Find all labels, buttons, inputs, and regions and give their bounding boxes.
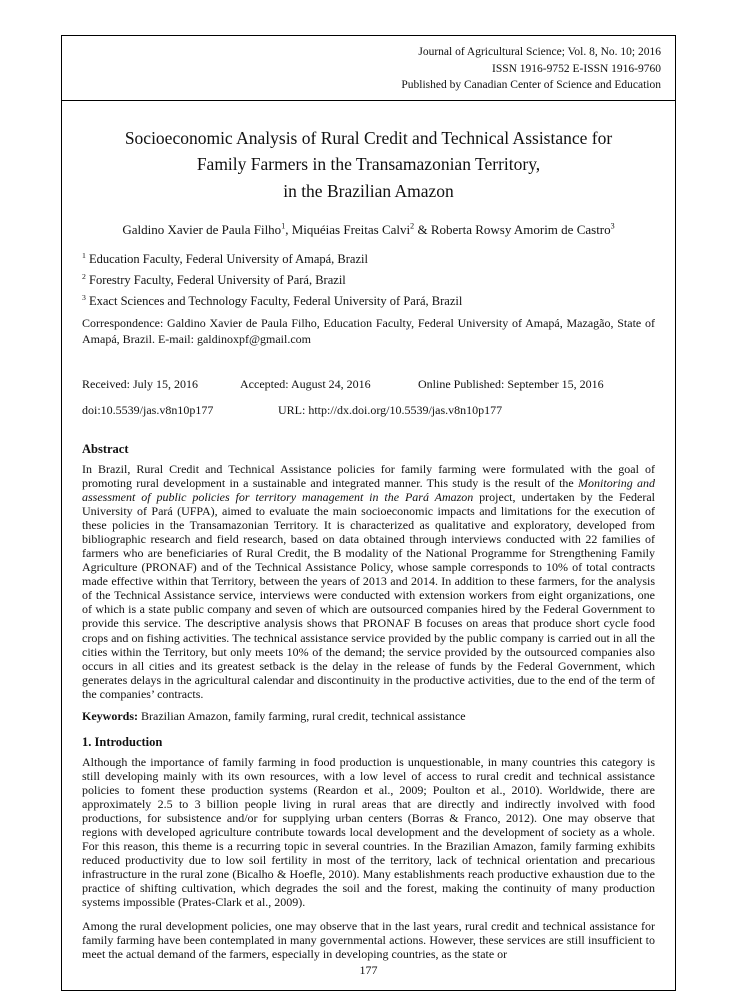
abstract-project-name: Monitoring and assessment of public policies for territory management in the Pará Amazon bbox=[82, 476, 655, 505]
issn-line: ISSN 1916-9752 E-ISSN 1916-9760 bbox=[492, 62, 661, 75]
title-line-1: Socioeconomic Analysis of Rural Credit and Technical Assistance for bbox=[124, 128, 613, 149]
introduction-paragraph-2: Among the rural development policies, one may observe that in the last years, rural credit and technical assistance for family farming have been contemplated in many governmental actions. However, these services are still insufficient to meet the actual demand of the farmers, especially in developing countries, as the state or bbox=[82, 919, 655, 962]
keywords-label: Keywords: bbox=[82, 708, 138, 723]
dates-row-2 bbox=[82, 403, 655, 418]
affiliation-marker: 2 bbox=[82, 271, 86, 281]
publisher-line: Published by Canadian Center of Science and Education bbox=[401, 79, 661, 92]
affiliation-text: Exact Sciences and Technology Faculty, Federal University of Pará, Brazil bbox=[85, 293, 463, 308]
dates-block bbox=[82, 377, 655, 418]
author-affil-marker: 1 bbox=[281, 221, 286, 231]
abstract-part-2: project, undertaken by the Federal University of Pará (UFPA), aimed to evaluate the main socioeconomic impacts and limitations for the execution of these policies in the Transamazonian Territory. It is characterized as qualitative and exploratory, developed from bibliographic research and field research, based on data obtained through interviews conducted with 22 families of farmers who are beneficiaries of Rural Credit, the B modality of the National Programme for Strengthening Family Agriculture (PRONAF) and of the Technical Assistance Policy, whose sample corresponds to 10% of total contracts made effective within that Territory, between the years of 2013 and 2014. In addition to these farmers, for the analysis of the Technical Assistance service, interviews were conducted with extension workers from eight organizations, one of which is a state public company and seven of which are outsourced companies hired by the Federal Government to provide this service. The descriptive analysis shows that PRONAF B focuses on areas that produce short cycle food crops and on fishing activities. The technical assistance service provided by the public company is carried out in all the cities within the Territory, but only meets 10% of the demand; the service provided by the outsourced companies also occurs in all cities and its greatest setback is the delay in the release of funds by the Federal Government, which generates delays in the agricultural calendar and discontinuity in the productive activities, due to the end of the term of the companies’ contracts. bbox=[82, 490, 655, 701]
abstract-text bbox=[82, 462, 655, 701]
introduction-heading: 1. Introduction bbox=[82, 734, 163, 749]
affiliation-marker: 3 bbox=[82, 292, 86, 302]
affiliation-text: Education Faculty, Federal University of Amapá, Brazil bbox=[85, 251, 368, 266]
abstract-part-1: In Brazil, Rural Credit and Technical Assistance policies for family farming were formulated with the goal of promoting rural development in a sustainable and integrated manner. This study is the result of the bbox=[82, 462, 655, 491]
dates-row-1 bbox=[82, 377, 655, 392]
keywords-line bbox=[82, 709, 655, 723]
introduction-paragraph-1: Although the importance of family farming in food production is unquestionable, in many countries this category is still developing mainly with its own resources, with a low level of access to rural credit and technical assistance policies to foment these production systems (Reardon et al., 2009; Poulton et al., 2010). Worldwide, there are approximately 2.5 to 3 billion people living in rural areas that are directly and indirectly involved with food productions, for subsistence and/or for supplying urban centers (Borras & Franco, 2012). One may observe that regions with developed agriculture contribute towards local development and the development of society as a whole. For this reason, this theme is a recurring topic in several countries. In the Brazilian Amazon, family farming exhibits reduced productivity due to low soil fertility in most of the territory, lack of technical orientation and precarious infrastructure in the rural zone (Bicalho & Hoefle, 2010). Many establishments reach productive exhaustion due to the practice of shifting cultivation, which degrades the soil and the forest, making the continuity of many production systems impossible (Prates-Clark et al., 2009). bbox=[82, 754, 655, 910]
affiliation-item bbox=[82, 294, 655, 309]
paper-title bbox=[82, 125, 655, 204]
page-border-frame bbox=[61, 35, 676, 991]
correspondence-text: Correspondence: Galdino Xavier de Paula Filho, Education Faculty, Federal University of Amapá, Mazagão, State of Amapá, Brazil. E-mail: galdinoxpf@gmail.com bbox=[82, 315, 655, 346]
title-line-3: in the Brazilian Amazon bbox=[283, 180, 454, 201]
affiliation-item bbox=[82, 273, 655, 288]
affiliation-marker: 1 bbox=[82, 250, 86, 260]
affiliation-text: Forestry Faculty, Federal University of Pará, Brazil bbox=[85, 272, 346, 287]
author-affil-marker: 2 bbox=[410, 221, 415, 231]
author-name: Roberta Rowsy Amorim de Castro bbox=[430, 221, 611, 237]
doi-text: doi:10.5539/jas.v8n10p177 bbox=[82, 403, 214, 418]
url-text: URL: http://dx.doi.org/10.5539/jas.v8n10p177 bbox=[278, 403, 503, 418]
affiliations-block bbox=[82, 252, 655, 309]
received-date: Received: July 15, 2016 bbox=[82, 377, 198, 392]
author-name: Galdino Xavier de Paula Filho bbox=[122, 221, 282, 237]
journal-header bbox=[62, 36, 675, 101]
author-separator: , bbox=[285, 221, 292, 237]
title-line-2: Family Farmers in the Transamazonian Territory, bbox=[196, 154, 541, 175]
author-name: Miquéias Freitas Calvi bbox=[291, 221, 411, 237]
accepted-date: Accepted: August 24, 2016 bbox=[240, 377, 371, 392]
page-number: 177 bbox=[359, 963, 378, 977]
online-published-date: Online Published: September 15, 2016 bbox=[418, 377, 604, 392]
authors-line bbox=[82, 222, 655, 238]
author-separator: & bbox=[414, 221, 431, 237]
journal-line: Journal of Agricultural Science; Vol. 8, No. 10; 2016 bbox=[418, 46, 661, 58]
affiliation-item bbox=[82, 252, 655, 267]
keywords-text: Brazilian Amazon, family farming, rural credit, technical assistance bbox=[141, 708, 466, 723]
page-content bbox=[62, 125, 675, 961]
abstract-heading: Abstract bbox=[82, 442, 129, 457]
author-affil-marker: 3 bbox=[610, 221, 615, 231]
